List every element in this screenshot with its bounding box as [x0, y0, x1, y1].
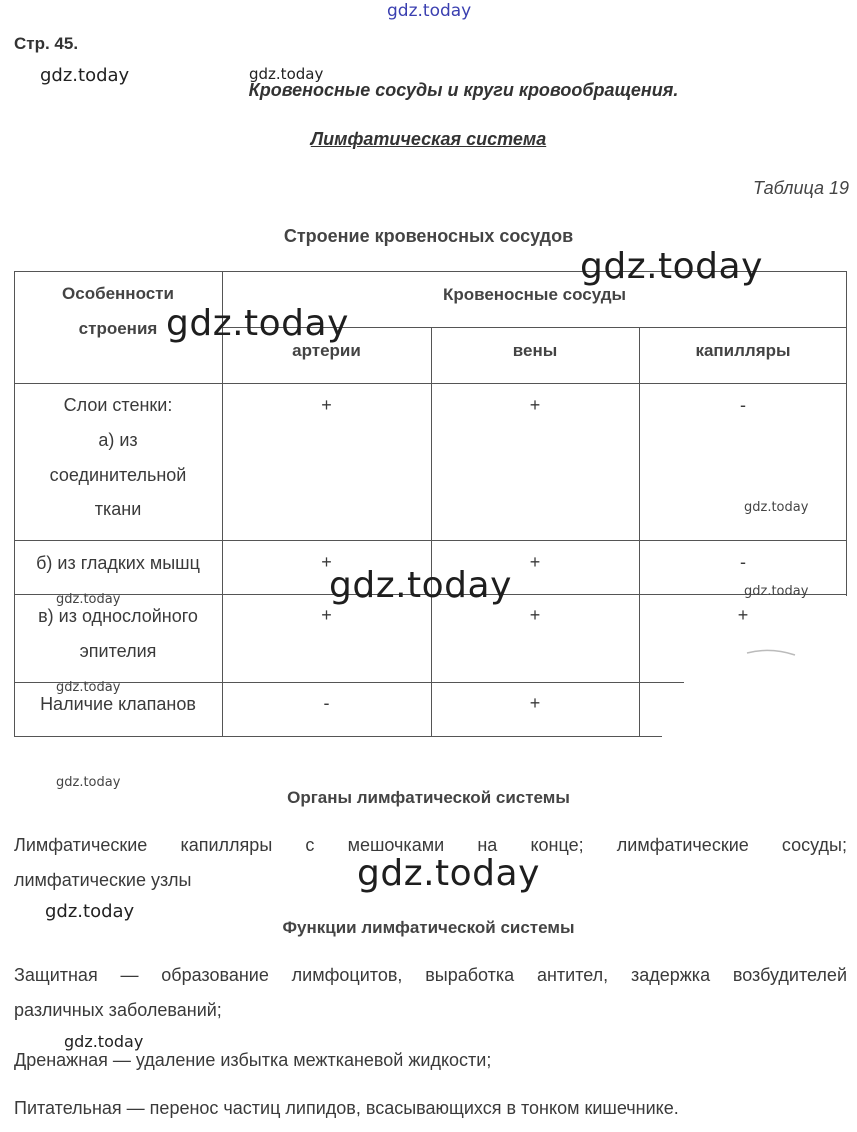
- row-label-line: Наличие клапанов: [40, 694, 196, 714]
- page-number: Стр. 45.: [14, 34, 79, 53]
- row-label-line: в) из однослойного: [38, 606, 198, 626]
- pen-stroke-decoration: [745, 645, 805, 659]
- function-protective-line1: Защитная — образование лимфоцитов, выработка антител, задержка возбудителей: [14, 965, 847, 985]
- cell-value: +: [737, 605, 749, 625]
- table-title: Строение кровеносных сосудов: [283, 226, 574, 246]
- header-vessels: Кровеносные сосуды: [442, 285, 627, 304]
- functions-section-title: Функции лимфатической системы: [282, 918, 575, 937]
- cell-value: -: [740, 395, 746, 415]
- row-label-line: ткани: [94, 499, 142, 519]
- watermark: gdz.today: [744, 584, 809, 599]
- header-feature-line2: строения: [78, 319, 158, 338]
- row-label-line: соединительной: [49, 465, 187, 485]
- cell-value: +: [321, 605, 332, 625]
- table-border-bottom: [14, 736, 662, 737]
- organs-section-title: Органы лимфатической системы: [287, 788, 570, 807]
- watermark: gdz.today: [40, 65, 130, 86]
- watermark: gdz.today: [329, 565, 512, 606]
- watermark: gdz.today: [64, 1032, 144, 1051]
- page-subtitle: Лимфатическая система: [310, 129, 547, 149]
- page-title: Кровеносные сосуды и круги кровообращения.: [248, 80, 679, 100]
- cell-value: +: [529, 693, 541, 713]
- column-header-arteries: артерии: [292, 341, 361, 360]
- function-protective-line2: различных заболеваний;: [14, 1000, 222, 1020]
- organs-text-line2: лимфатические узлы: [14, 870, 192, 890]
- table-number: Таблица 19: [752, 178, 849, 198]
- column-header-capillaries: капилляры: [695, 341, 791, 360]
- table-column-divider: [639, 327, 640, 737]
- header-feature-line1: Особенности: [62, 284, 174, 303]
- watermark: gdz.today: [45, 901, 135, 922]
- watermark: gdz.today: [744, 500, 809, 515]
- watermark: gdz.today: [56, 680, 121, 695]
- watermark: gdz.today: [387, 1, 472, 21]
- organs-text-line1: Лимфатические капилляры с мешочками на конце; лимфатические сосуды;: [14, 835, 847, 855]
- row-label-line: Слои стенки:: [63, 395, 173, 415]
- column-header-veins: вены: [512, 341, 558, 360]
- watermark: gdz.today: [166, 303, 349, 344]
- cell-value: +: [529, 552, 541, 572]
- table-column-divider: [431, 327, 432, 737]
- cell-value: +: [529, 395, 541, 415]
- row-label-line: б) из гладких мышц: [36, 553, 200, 573]
- cell-value: -: [740, 552, 746, 572]
- watermark: gdz.today: [56, 775, 121, 790]
- watermark: gdz.today: [580, 246, 763, 287]
- function-drainage: Дренажная — удаление избытка межтканевой жидкости;: [14, 1050, 492, 1070]
- watermark: gdz.today: [357, 853, 540, 894]
- cell-value: +: [529, 605, 541, 625]
- row-label-line: эпителия: [79, 641, 157, 661]
- cell-value: -: [323, 693, 330, 713]
- row-label-line: а) из: [98, 430, 138, 450]
- function-nutritional: Питательная — перенос частиц липидов, всасывающихся в тонком кишечнике.: [14, 1098, 679, 1118]
- cell-value: +: [321, 552, 332, 572]
- watermark: gdz.today: [249, 65, 324, 83]
- watermark: gdz.today: [56, 592, 121, 607]
- cell-value: +: [321, 395, 332, 415]
